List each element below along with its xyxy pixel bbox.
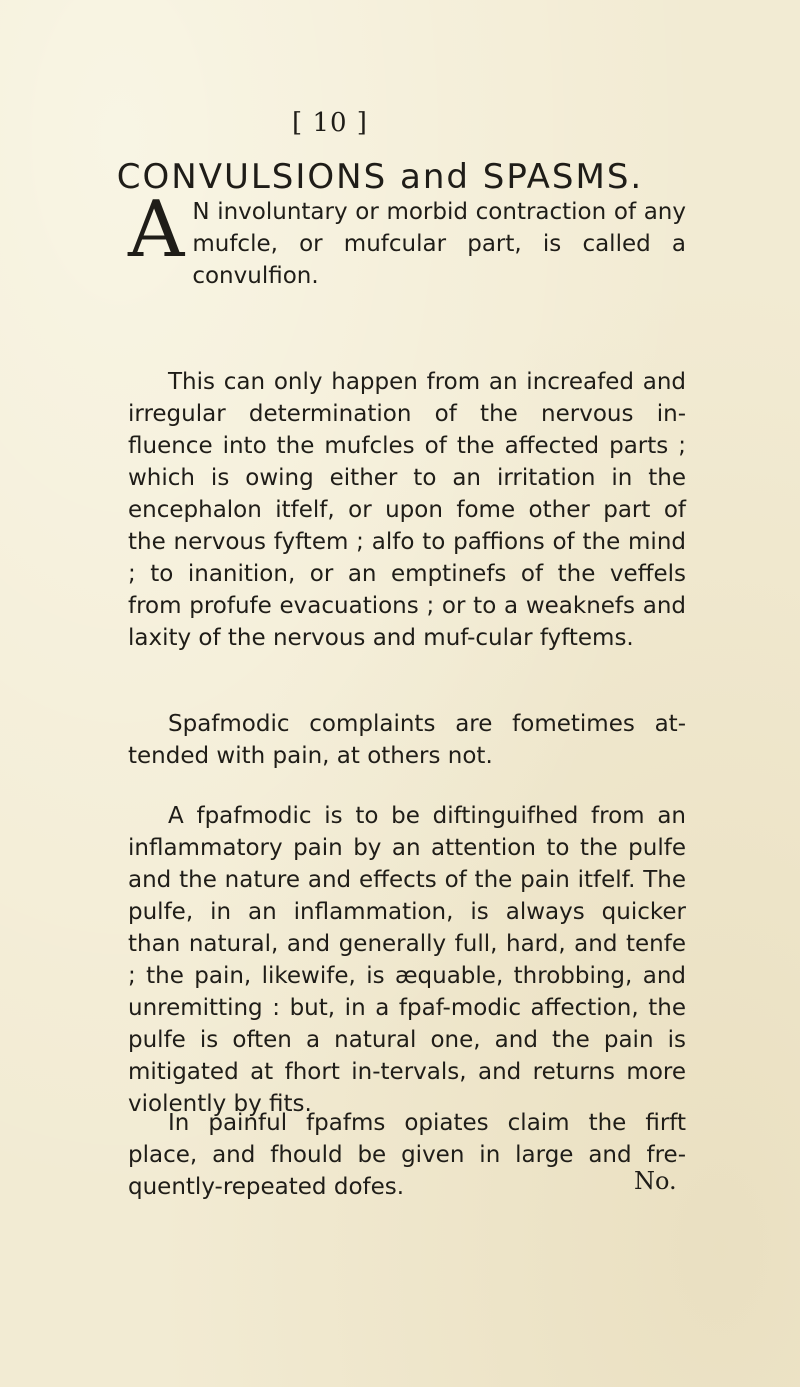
paragraph-distinction: A fpafmodic is to be diftinguifhed from an inflammatory pain by an attention to the pulfe and the nature and effects of the pain itfelf. The pulfe, in an inflammation, is always quicker than natural, and generally full, hard, and tenfe ; the pain, likewife, is æquable, throbbing, and unremitting : but, in a fpaf-modic affection, the pulfe is often a natural one, and the pain is mitigated at fhort in-tervals, and returns more violently by fits. <box>128 803 686 1117</box>
drop-cap: A <box>128 185 185 275</box>
chapter-title: CONVULSIONS and SPASMS. <box>116 157 644 197</box>
paragraph-definition-body: N involuntary or morbid contraction of any mufcle, or mufcular part, is called a convulfion. <box>192 199 686 289</box>
paragraph-definition <box>128 185 686 292</box>
page-number: [ 10 ] <box>292 108 368 138</box>
catchword: No. <box>634 1167 677 1195</box>
paragraph-pain: Spafmodic complaints are fometimes at-tended with pain, at others not. <box>128 711 686 769</box>
paragraph-causes: This can only happen from an increafed and irregular determination of the nervous in-fluence into the mufcles of the affected parts ; which is owing either to an irritation in the encephalon itfelf, or upon fome other part of the nervous fyftem ; alfo to paffions of the mind ; to inanition, or an emptinefs of the veffels from profufe evacuations ; or to a weaknefs and laxity of the nervous and muf-cular fyftems. <box>128 369 686 651</box>
paragraph-treatment: In painful fpafms opiates claim the firft place, and fhould be given in large and fre-quently-repeated dofes. <box>128 1110 686 1200</box>
